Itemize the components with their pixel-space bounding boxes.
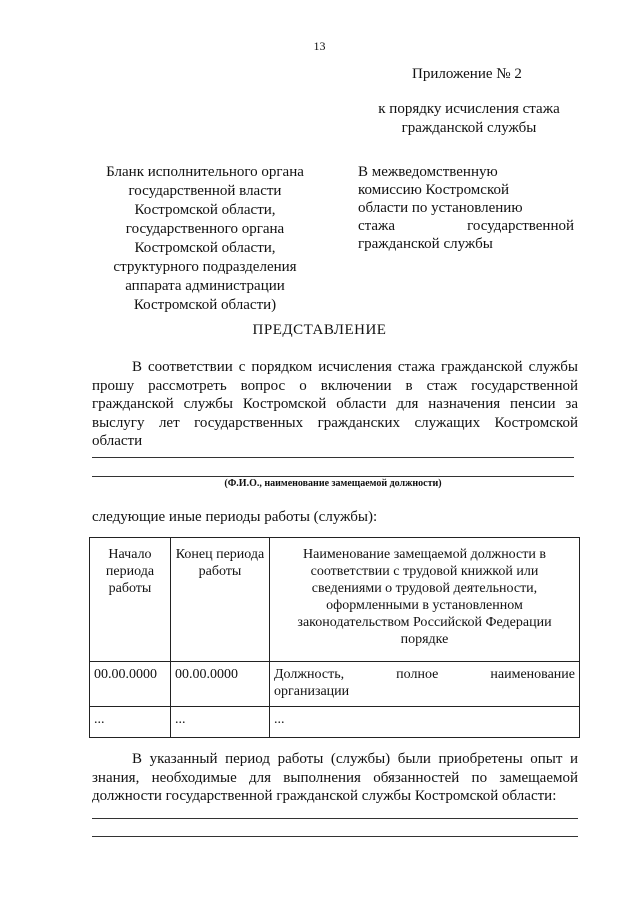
- issuer-line: государственной власти: [128, 183, 282, 199]
- header-position: Наименование замещаемой должности в соответствии с трудовой книжкой или сведениями о трудовой деятельности, оформленными в установленном законодательством Российской Федерации порядке: [270, 538, 580, 662]
- addressee-line: В межведомственную: [358, 164, 498, 180]
- work-periods-table: [89, 537, 580, 738]
- table-row: [90, 707, 580, 738]
- issuer-line: Костромской области,: [134, 202, 276, 218]
- appendix-subtitle-line: к порядку исчисления стажа: [378, 101, 560, 117]
- addressee-line: области по установлению: [358, 200, 523, 216]
- appendix-subtitle: [360, 100, 578, 138]
- cell-position: [270, 662, 580, 707]
- intro-paragraph: В соответствии с порядком исчисления стажа гражданской службы прошу рассмотреть вопрос о включении в стаж государственной гражданской службы Костромской области для назначения пенсии за выслугу лет государственных гражданских служащих Костромской области: [92, 359, 578, 449]
- table-header-row: [90, 538, 580, 662]
- issuer-line: Костромской области): [133, 297, 277, 313]
- document-title: ПРЕДСТАВЛЕНИЕ: [252, 322, 387, 338]
- table-row: [90, 662, 580, 707]
- cell-end: 00.00.0000: [171, 662, 270, 707]
- appendix-subtitle-line: гражданской службы: [401, 120, 537, 136]
- addressee-line: гражданской службы: [358, 236, 493, 252]
- page-number: 13: [313, 39, 326, 53]
- fill-in-line: [92, 836, 578, 837]
- cell-position: ...: [270, 707, 580, 738]
- appendix-title: Приложение № 2: [412, 66, 522, 82]
- fio-caption: (Ф.И.О., наименование замещаемой должности): [224, 478, 442, 489]
- issuer-line: аппарата администрации: [125, 278, 285, 294]
- cell-end: ...: [171, 707, 270, 738]
- addressee-block: [358, 163, 574, 253]
- header-start: Начало периода работы: [90, 538, 171, 662]
- fill-in-line: [92, 818, 578, 819]
- issuer-line: Костромской области,: [134, 240, 276, 256]
- fill-in-line: [92, 476, 574, 477]
- cell-start: ...: [90, 707, 171, 738]
- periods-label: следующие иные периоды работы (службы):: [92, 509, 378, 525]
- issuer-line: Бланк исполнительного органа: [106, 164, 304, 180]
- issuer-blank-block: [90, 163, 320, 315]
- issuer-line: структурного подразделения: [113, 259, 297, 275]
- fill-in-line: [92, 457, 574, 458]
- position-line: организации: [274, 684, 350, 699]
- issuer-line: государственного органа: [125, 221, 285, 237]
- addressee-line: стажа государственной: [358, 218, 574, 234]
- header-end: Конец периода работы: [171, 538, 270, 662]
- addressee-line: комиссию Костромской: [358, 182, 510, 198]
- experience-paragraph: В указанный период работы (службы) были приобретены опыт и знания, необходимые для выполнения обязанностей по замещаемой должности государственной гражданской службы Костромской области:: [92, 751, 578, 804]
- position-line: Должность, полное наименование: [274, 667, 575, 682]
- cell-start: 00.00.0000: [90, 662, 171, 707]
